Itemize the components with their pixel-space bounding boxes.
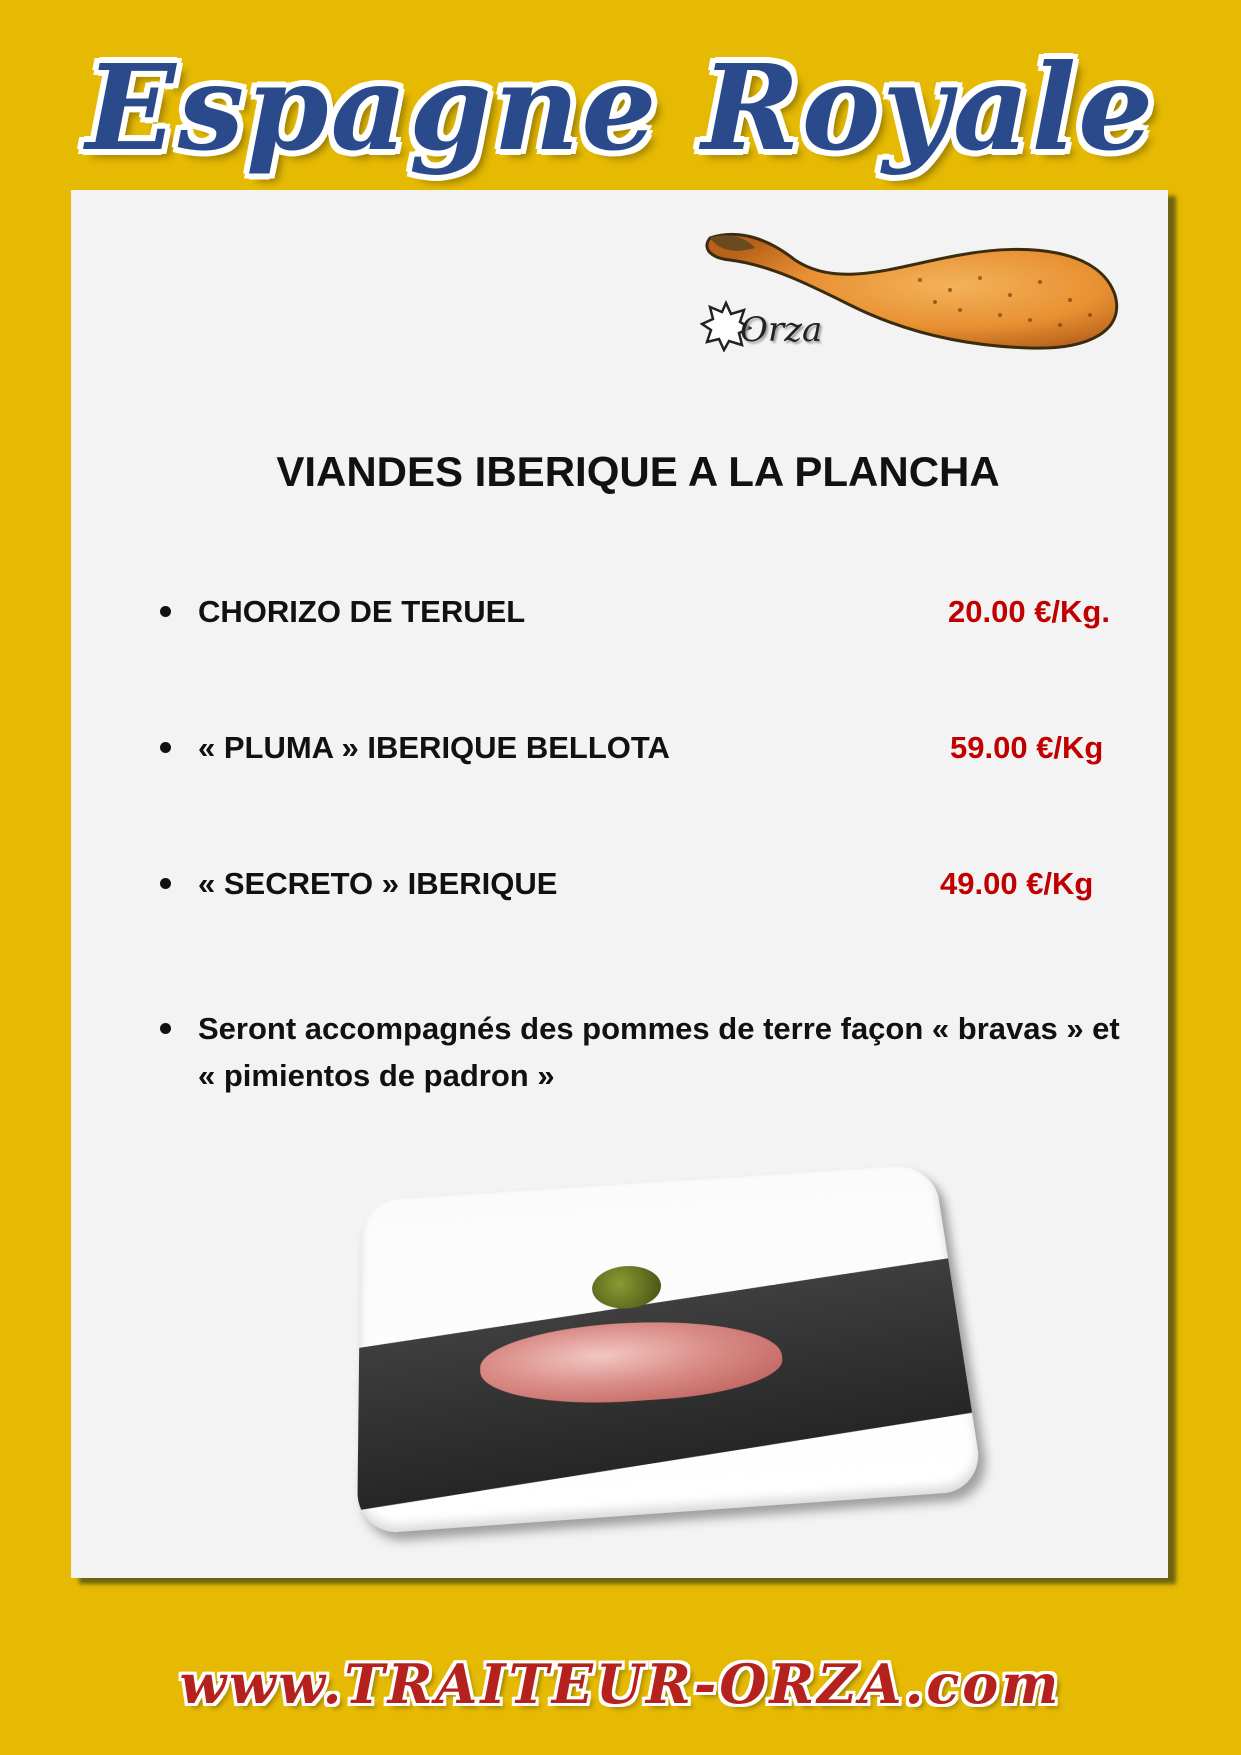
bullet-icon [160, 878, 171, 889]
meat-photo [360, 1170, 960, 1510]
menu-item-name: « SECRETO » IBERIQUE [198, 866, 558, 901]
side-dish-note [160, 1005, 1140, 1099]
orza-logo [700, 300, 822, 352]
bullet-icon [160, 606, 171, 617]
website-url[interactable]: www.TRAITEUR-ORZA.com [179, 1652, 1062, 1716]
menu-item-price: 20.00 €/Kg. [948, 594, 1110, 629]
menu-item [160, 594, 1120, 634]
menu-item-name: CHORIZO DE TERUEL [198, 594, 526, 629]
menu-item-price: 49.00 €/Kg [940, 866, 1094, 901]
menu-item-name: « PLUMA » IBERIQUE BELLOTA [198, 730, 670, 765]
bullet-icon [160, 742, 171, 753]
side-dish-note-text: Seront accompagnés des pommes de terre façon « bravas » et « pimientos de padron » [198, 1011, 1120, 1093]
menu-item-price: 59.00 €/Kg [950, 730, 1104, 765]
brand-title: Espagne Royale [85, 38, 1156, 177]
menu-item [160, 866, 1120, 906]
menu-item [160, 730, 1120, 770]
section-title: VIANDES IBERIQUE A LA PLANCHA [276, 448, 1000, 495]
bullet-icon [160, 1023, 171, 1034]
orza-logo-text: Orza [740, 310, 823, 350]
